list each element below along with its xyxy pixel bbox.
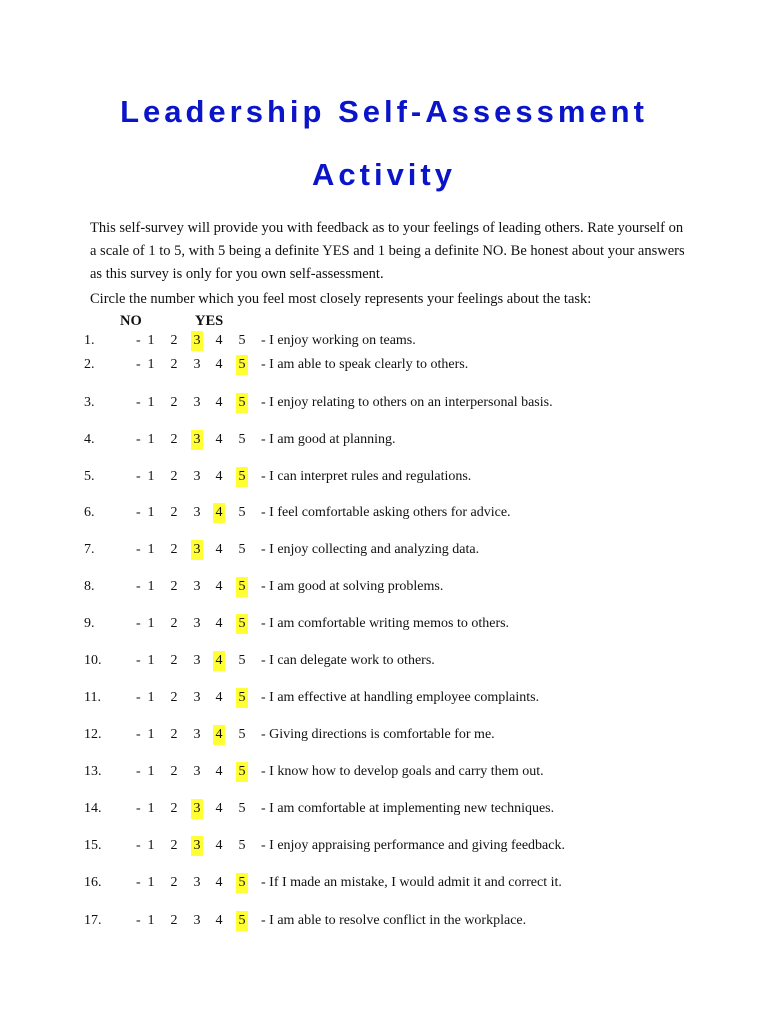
item-number: 16. — [84, 875, 102, 890]
rating-option-1[interactable]: 1 — [147, 653, 155, 668]
item-statement: - I am effective at handling employee complaints. — [261, 690, 540, 705]
item-dash: - — [136, 505, 141, 520]
item-statement: - I am able to speak clearly to others. — [261, 357, 469, 372]
rating-option-3[interactable]: 3 — [193, 653, 201, 668]
item-statement: - I am comfortable writing memos to others. — [261, 616, 510, 631]
rating-option-3[interactable]: 3 — [193, 357, 201, 372]
item-dash: - — [136, 579, 141, 594]
page-title-continued: Activity — [312, 157, 456, 192]
rating-option-2[interactable]: 2 — [170, 875, 178, 890]
rating-option-4[interactable]: 4 — [215, 357, 223, 372]
item-dash: - — [136, 764, 141, 779]
item-statement: - I am good at planning. — [261, 432, 396, 447]
rating-option-3[interactable]: 3 — [193, 469, 201, 484]
rating-option-4[interactable]: 4 — [215, 764, 223, 779]
rating-option-5[interactable]: 5 — [236, 873, 248, 893]
intro-paragraph: This self-survey will provide you with feedback as to your feelings of leading others. Rate yourself on a scale of 1 to 5, with 5 being a definite YES and 1 being a definite NO. Be honest about your answers as this survey is only for you own self-assessment. — [90, 220, 685, 282]
item-dash: - — [136, 395, 141, 410]
item-dash: - — [136, 357, 141, 372]
item-statement: - I can delegate work to others. — [261, 653, 435, 668]
survey-item — [0, 503, 768, 523]
instruction-text: Circle the number which you feel most closely represents your feelings about the task: — [90, 291, 592, 307]
item-number: 3. — [84, 395, 95, 410]
item-dash: - — [136, 616, 141, 631]
rating-option-5[interactable]: 5 — [236, 577, 248, 597]
rating-option-2[interactable]: 2 — [170, 579, 178, 594]
rating-option-4[interactable]: 4 — [215, 542, 223, 557]
rating-option-5[interactable]: 5 — [238, 727, 246, 742]
rating-option-4[interactable]: 4 — [215, 616, 223, 631]
scale-header-no: NO — [120, 313, 142, 329]
rating-option-1[interactable]: 1 — [147, 616, 155, 631]
page-title: Leadership Self-Assessment — [120, 94, 648, 129]
survey-item — [0, 467, 768, 487]
rating-option-5[interactable]: 5 — [236, 762, 248, 782]
rating-option-5[interactable]: 5 — [236, 911, 248, 931]
item-statement: - I enjoy working on teams. — [261, 333, 416, 348]
item-dash: - — [136, 690, 141, 705]
rating-option-1[interactable]: 1 — [147, 333, 155, 348]
item-statement: - I am comfortable at implementing new techniques. — [261, 801, 555, 816]
rating-option-2[interactable]: 2 — [170, 764, 178, 779]
survey-item — [0, 836, 768, 856]
rating-option-2[interactable]: 2 — [170, 432, 178, 447]
rating-option-5[interactable]: 5 — [238, 838, 246, 853]
item-statement: - I enjoy collecting and analyzing data. — [261, 542, 480, 557]
rating-option-4[interactable]: 4 — [215, 579, 223, 594]
item-number: 7. — [84, 542, 95, 557]
rating-option-4[interactable]: 4 — [215, 333, 223, 348]
item-statement: - I enjoy relating to others on an interpersonal basis. — [261, 395, 553, 410]
item-number: 2. — [84, 357, 95, 372]
rating-option-1[interactable]: 1 — [147, 875, 155, 890]
rating-option-4[interactable]: 4 — [215, 838, 223, 853]
item-number: 11. — [84, 690, 101, 705]
item-number: 6. — [84, 505, 95, 520]
rating-option-2[interactable]: 2 — [170, 690, 178, 705]
rating-option-4[interactable]: 4 — [215, 469, 223, 484]
rating-option-5[interactable]: 5 — [236, 614, 248, 634]
rating-option-3[interactable]: 3 — [193, 913, 201, 928]
rating-option-5[interactable]: 5 — [238, 505, 246, 520]
rating-option-2[interactable]: 2 — [170, 333, 178, 348]
rating-option-5[interactable]: 5 — [238, 653, 246, 668]
item-statement: - If I made an mistake, I would admit it and correct it. — [261, 875, 562, 890]
rating-option-3[interactable]: 3 — [193, 616, 201, 631]
rating-option-2[interactable]: 2 — [170, 542, 178, 557]
item-number: 13. — [84, 764, 102, 779]
item-number: 5. — [84, 469, 95, 484]
item-dash: - — [136, 913, 141, 928]
item-dash: - — [136, 333, 141, 348]
rating-option-1[interactable]: 1 — [147, 542, 155, 557]
rating-option-1[interactable]: 1 — [147, 913, 155, 928]
rating-option-5[interactable]: 5 — [236, 393, 248, 413]
survey-item — [0, 331, 768, 351]
item-dash: - — [136, 875, 141, 890]
rating-option-5[interactable]: 5 — [236, 688, 248, 708]
survey-item — [0, 393, 768, 413]
rating-option-1[interactable]: 1 — [147, 469, 155, 484]
rating-option-5[interactable]: 5 — [238, 333, 246, 348]
rating-option-4[interactable]: 4 — [215, 801, 223, 816]
survey-item — [0, 725, 768, 745]
rating-option-1[interactable]: 1 — [147, 357, 155, 372]
survey-item — [0, 430, 768, 450]
survey-item — [0, 688, 768, 708]
rating-option-3[interactable]: 3 — [193, 505, 201, 520]
item-dash: - — [136, 432, 141, 447]
rating-option-4[interactable]: 4 — [213, 651, 225, 671]
item-dash: - — [136, 653, 141, 668]
rating-option-1[interactable]: 1 — [147, 432, 155, 447]
item-dash: - — [136, 727, 141, 742]
item-number: 9. — [84, 616, 95, 631]
rating-option-3[interactable]: 3 — [193, 875, 201, 890]
rating-option-2[interactable]: 2 — [170, 727, 178, 742]
rating-option-3[interactable]: 3 — [193, 395, 201, 410]
rating-option-3[interactable]: 3 — [191, 836, 203, 856]
item-number: 10. — [84, 653, 102, 668]
survey-item — [0, 762, 768, 782]
rating-option-1[interactable]: 1 — [147, 395, 155, 410]
item-dash: - — [136, 469, 141, 484]
item-statement: - I am able to resolve conflict in the workplace. — [261, 913, 527, 928]
item-number: 12. — [84, 727, 102, 742]
item-dash: - — [136, 838, 141, 853]
rating-option-1[interactable]: 1 — [147, 690, 155, 705]
rating-option-3[interactable]: 3 — [193, 764, 201, 779]
rating-option-1[interactable]: 1 — [147, 727, 155, 742]
rating-option-1[interactable]: 1 — [147, 764, 155, 779]
item-dash: - — [136, 801, 141, 816]
rating-option-2[interactable]: 2 — [170, 653, 178, 668]
scale-header-yes: YES — [195, 313, 224, 329]
rating-option-1[interactable]: 1 — [147, 801, 155, 816]
item-number: 1. — [84, 333, 95, 348]
rating-option-3[interactable]: 3 — [193, 727, 201, 742]
rating-option-2[interactable]: 2 — [170, 616, 178, 631]
rating-option-4[interactable]: 4 — [215, 690, 223, 705]
survey-item — [0, 799, 768, 819]
rating-option-4[interactable]: 4 — [213, 725, 225, 745]
item-number: 4. — [84, 432, 95, 447]
rating-option-3[interactable]: 3 — [191, 540, 203, 560]
rating-option-3[interactable]: 3 — [191, 331, 203, 351]
rating-option-1[interactable]: 1 — [147, 579, 155, 594]
item-statement: - Giving directions is comfortable for me. — [261, 727, 495, 742]
rating-option-2[interactable]: 2 — [170, 357, 178, 372]
survey-item — [0, 577, 768, 597]
rating-option-4[interactable]: 4 — [213, 503, 225, 523]
item-number: 15. — [84, 838, 102, 853]
rating-option-4[interactable]: 4 — [215, 395, 223, 410]
rating-option-3[interactable]: 3 — [193, 690, 201, 705]
item-number: 17. — [84, 913, 102, 928]
item-statement: - I know how to develop goals and carry them out. — [261, 764, 544, 779]
item-statement: - I enjoy appraising performance and giving feedback. — [261, 838, 565, 853]
item-statement: - I feel comfortable asking others for advice. — [261, 505, 511, 520]
survey-item — [0, 873, 768, 893]
survey-item — [0, 540, 768, 560]
rating-option-5[interactable]: 5 — [238, 801, 246, 816]
survey-item — [0, 911, 768, 931]
item-statement: - I can interpret rules and regulations. — [261, 469, 472, 484]
survey-item — [0, 614, 768, 634]
rating-option-4[interactable]: 4 — [215, 875, 223, 890]
item-dash: - — [136, 542, 141, 557]
rating-option-2[interactable]: 2 — [170, 838, 178, 853]
rating-option-1[interactable]: 1 — [147, 505, 155, 520]
rating-option-2[interactable]: 2 — [170, 801, 178, 816]
rating-option-2[interactable]: 2 — [170, 505, 178, 520]
item-number: 14. — [84, 801, 102, 816]
rating-option-2[interactable]: 2 — [170, 395, 178, 410]
rating-option-5[interactable]: 5 — [238, 432, 246, 447]
rating-option-2[interactable]: 2 — [170, 913, 178, 928]
rating-option-1[interactable]: 1 — [147, 838, 155, 853]
rating-option-3[interactable]: 3 — [191, 799, 203, 819]
rating-option-3[interactable]: 3 — [191, 430, 203, 450]
rating-option-4[interactable]: 4 — [215, 432, 223, 447]
item-statement: - I am good at solving problems. — [261, 579, 444, 594]
rating-option-5[interactable]: 5 — [238, 542, 246, 557]
survey-item — [0, 355, 768, 375]
survey-item — [0, 651, 768, 671]
item-number: 8. — [84, 579, 95, 594]
rating-option-3[interactable]: 3 — [193, 579, 201, 594]
rating-option-5[interactable]: 5 — [236, 467, 248, 487]
rating-option-2[interactable]: 2 — [170, 469, 178, 484]
rating-option-4[interactable]: 4 — [215, 913, 223, 928]
rating-option-5[interactable]: 5 — [236, 355, 248, 375]
